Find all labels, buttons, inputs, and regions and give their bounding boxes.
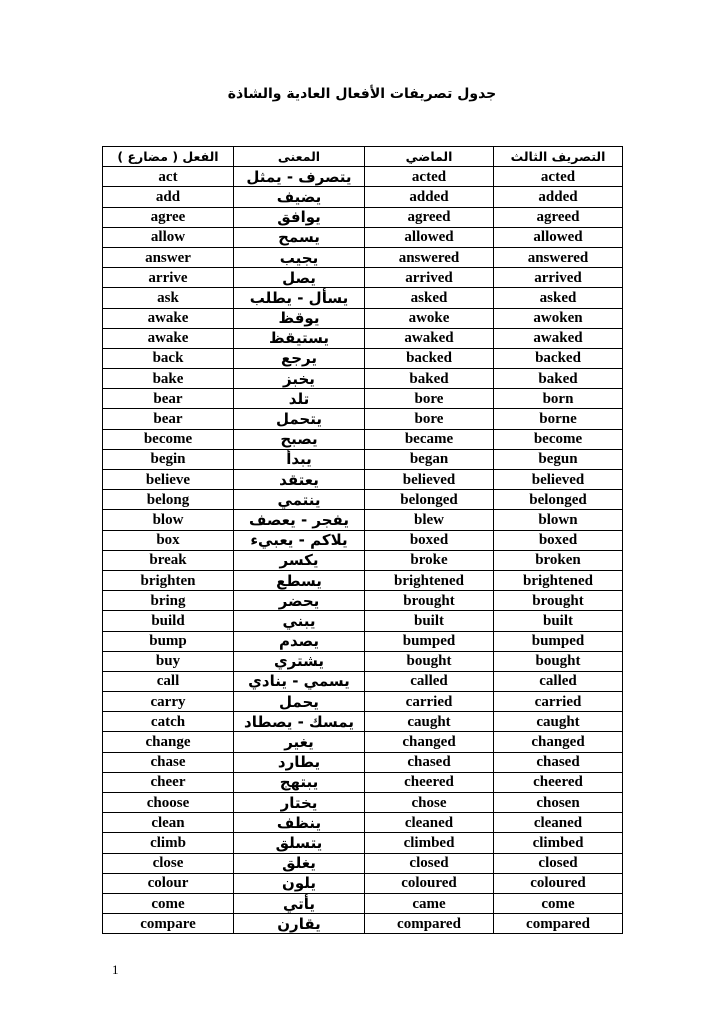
cell-meaning: يبني [234, 611, 365, 631]
cell-present: clean [103, 813, 234, 833]
cell-past-participle: believed [494, 470, 623, 490]
cell-past-participle: climbed [494, 833, 623, 853]
cell-meaning: يتحمل [234, 409, 365, 429]
cell-past-participle: awoken [494, 308, 623, 328]
cell-past: allowed [365, 227, 494, 247]
cell-past-participle: begun [494, 449, 623, 469]
table-row [103, 288, 623, 308]
cell-meaning: يتصرف - يمثل [234, 167, 365, 187]
cell-present: ask [103, 288, 234, 308]
page-title: جدول تصريفات الأفعال العادية والشاذة [227, 86, 497, 102]
cell-present: blow [103, 510, 234, 530]
cell-present: close [103, 853, 234, 873]
cell-meaning: يسمي - ينادي [234, 671, 365, 691]
cell-meaning: يمسك - يصطاد [234, 712, 365, 732]
table-row [103, 914, 623, 934]
cell-past-participle: cheered [494, 772, 623, 792]
cell-meaning: يفجر - يعصف [234, 510, 365, 530]
cell-present: bear [103, 409, 234, 429]
cell-present: bake [103, 369, 234, 389]
cell-past-participle: coloured [494, 873, 623, 893]
table-row [103, 611, 623, 631]
cell-past-participle: compared [494, 914, 623, 934]
table-row [103, 348, 623, 368]
cell-present: bear [103, 389, 234, 409]
cell-present: buy [103, 651, 234, 671]
table-row [103, 712, 623, 732]
table-row [103, 550, 623, 570]
cell-meaning: يطارد [234, 752, 365, 772]
table-row [103, 591, 623, 611]
header-past: الماضي [365, 147, 494, 167]
cell-past-participle: bumped [494, 631, 623, 651]
cell-past-participle: agreed [494, 207, 623, 227]
cell-past-participle: called [494, 671, 623, 691]
table-header-row [103, 147, 623, 167]
verb-table [102, 146, 623, 934]
table-row [103, 268, 623, 288]
cell-past: caught [365, 712, 494, 732]
table-row [103, 409, 623, 429]
page-number: 1 [112, 962, 119, 977]
table-row [103, 772, 623, 792]
table-row [103, 530, 623, 550]
cell-past: agreed [365, 207, 494, 227]
cell-meaning: يختار [234, 793, 365, 813]
cell-meaning: يصل [234, 268, 365, 288]
cell-present: catch [103, 712, 234, 732]
cell-past-participle: arrived [494, 268, 623, 288]
cell-meaning: يبدأ [234, 449, 365, 469]
table-row [103, 732, 623, 752]
cell-present: change [103, 732, 234, 752]
cell-past: asked [365, 288, 494, 308]
cell-meaning: يستيقظ [234, 328, 365, 348]
table-row [103, 167, 623, 187]
cell-present: allow [103, 227, 234, 247]
cell-present: carry [103, 692, 234, 712]
cell-present: choose [103, 793, 234, 813]
cell-past: baked [365, 369, 494, 389]
cell-past: answered [365, 247, 494, 267]
cell-meaning: يوقظ [234, 308, 365, 328]
cell-present: brighten [103, 570, 234, 590]
cell-past-participle: changed [494, 732, 623, 752]
cell-past-participle: awaked [494, 328, 623, 348]
cell-present: build [103, 611, 234, 631]
cell-past-participle: blown [494, 510, 623, 530]
header-present: الفعل ( مضارع ) [103, 147, 234, 167]
cell-meaning: يبتهج [234, 772, 365, 792]
cell-past-participle: baked [494, 369, 623, 389]
cell-past: bore [365, 409, 494, 429]
cell-past-participle: become [494, 429, 623, 449]
cell-past: began [365, 449, 494, 469]
cell-present: agree [103, 207, 234, 227]
cell-present: chase [103, 752, 234, 772]
table-row [103, 308, 623, 328]
cell-past-participle: bought [494, 651, 623, 671]
cell-meaning: يلون [234, 873, 365, 893]
cell-past-participle: closed [494, 853, 623, 873]
cell-past-participle: borne [494, 409, 623, 429]
cell-present: compare [103, 914, 234, 934]
cell-past: changed [365, 732, 494, 752]
cell-past-participle: allowed [494, 227, 623, 247]
cell-past: awaked [365, 328, 494, 348]
cell-meaning: يسطع [234, 570, 365, 590]
cell-past-participle: caught [494, 712, 623, 732]
cell-past: believed [365, 470, 494, 490]
table-row [103, 671, 623, 691]
cell-present: colour [103, 873, 234, 893]
cell-present: awake [103, 308, 234, 328]
cell-present: bring [103, 591, 234, 611]
cell-meaning: يلاكم - يعبيء [234, 530, 365, 550]
cell-past: belonged [365, 490, 494, 510]
cell-present: become [103, 429, 234, 449]
cell-past: compared [365, 914, 494, 934]
cell-past: bumped [365, 631, 494, 651]
cell-meaning: يقارن [234, 914, 365, 934]
cell-past: brightened [365, 570, 494, 590]
table-row [103, 692, 623, 712]
cell-meaning: يسمح [234, 227, 365, 247]
table-row [103, 369, 623, 389]
cell-meaning: يرجع [234, 348, 365, 368]
cell-meaning: يحضر [234, 591, 365, 611]
cell-meaning: يغير [234, 732, 365, 752]
cell-past: broke [365, 550, 494, 570]
cell-present: come [103, 893, 234, 913]
cell-meaning: يصدم [234, 631, 365, 651]
cell-meaning: يحمل [234, 692, 365, 712]
cell-meaning: يصبح [234, 429, 365, 449]
cell-present: break [103, 550, 234, 570]
cell-present: add [103, 187, 234, 207]
table-row [103, 813, 623, 833]
table-row [103, 247, 623, 267]
cell-meaning: يعتقد [234, 470, 365, 490]
cell-present: climb [103, 833, 234, 853]
cell-past: boxed [365, 530, 494, 550]
table-row [103, 570, 623, 590]
table-row [103, 873, 623, 893]
table-row [103, 227, 623, 247]
cell-past: acted [365, 167, 494, 187]
cell-past-participle: chosen [494, 793, 623, 813]
cell-past-participle: answered [494, 247, 623, 267]
cell-past: bore [365, 389, 494, 409]
cell-present: believe [103, 470, 234, 490]
cell-present: answer [103, 247, 234, 267]
cell-past: cleaned [365, 813, 494, 833]
cell-past-participle: added [494, 187, 623, 207]
table-row [103, 207, 623, 227]
table-row [103, 793, 623, 813]
table-row [103, 752, 623, 772]
verb-table-body [103, 167, 623, 934]
cell-past-participle: asked [494, 288, 623, 308]
cell-past: carried [365, 692, 494, 712]
cell-past-participle: born [494, 389, 623, 409]
cell-past: built [365, 611, 494, 631]
cell-past: coloured [365, 873, 494, 893]
cell-meaning: ينظف [234, 813, 365, 833]
cell-meaning: يأتي [234, 893, 365, 913]
cell-past: added [365, 187, 494, 207]
header-meaning: المعنى [234, 147, 365, 167]
cell-past-participle: backed [494, 348, 623, 368]
cell-present: box [103, 530, 234, 550]
cell-meaning: يغلق [234, 853, 365, 873]
cell-meaning: يسأل - يطلب [234, 288, 365, 308]
cell-past: became [365, 429, 494, 449]
cell-past-participle: built [494, 611, 623, 631]
cell-past-participle: boxed [494, 530, 623, 550]
cell-past: arrived [365, 268, 494, 288]
cell-meaning: يكسر [234, 550, 365, 570]
table-row [103, 389, 623, 409]
cell-past-participle: come [494, 893, 623, 913]
cell-present: back [103, 348, 234, 368]
cell-past-participle: carried [494, 692, 623, 712]
cell-present: act [103, 167, 234, 187]
cell-past: brought [365, 591, 494, 611]
cell-past-participle: cleaned [494, 813, 623, 833]
cell-past: chased [365, 752, 494, 772]
cell-meaning: يجيب [234, 247, 365, 267]
table-row [103, 631, 623, 651]
cell-past: called [365, 671, 494, 691]
table-row [103, 449, 623, 469]
cell-present: call [103, 671, 234, 691]
cell-meaning: يوافق [234, 207, 365, 227]
header-past-participle: التصريف الثالث [494, 147, 623, 167]
cell-meaning: تلد [234, 389, 365, 409]
cell-past-participle: belonged [494, 490, 623, 510]
cell-meaning: يتسلق [234, 833, 365, 853]
cell-past-participle: brought [494, 591, 623, 611]
table-row [103, 853, 623, 873]
cell-past: chose [365, 793, 494, 813]
cell-present: cheer [103, 772, 234, 792]
cell-present: awake [103, 328, 234, 348]
cell-past-participle: chased [494, 752, 623, 772]
cell-past-participle: broken [494, 550, 623, 570]
table-row [103, 490, 623, 510]
cell-past: bought [365, 651, 494, 671]
cell-present: arrive [103, 268, 234, 288]
cell-meaning: يشتري [234, 651, 365, 671]
table-row [103, 510, 623, 530]
table-row [103, 833, 623, 853]
cell-past: cheered [365, 772, 494, 792]
table-row [103, 470, 623, 490]
cell-past: climbed [365, 833, 494, 853]
cell-meaning: يخبز [234, 369, 365, 389]
table-row [103, 328, 623, 348]
cell-past-participle: acted [494, 167, 623, 187]
table-row [103, 187, 623, 207]
cell-past: backed [365, 348, 494, 368]
cell-past: awoke [365, 308, 494, 328]
cell-past: blew [365, 510, 494, 530]
cell-present: begin [103, 449, 234, 469]
table-row [103, 893, 623, 913]
cell-present: belong [103, 490, 234, 510]
cell-meaning: ينتمي [234, 490, 365, 510]
cell-past-participle: brightened [494, 570, 623, 590]
cell-present: bump [103, 631, 234, 651]
cell-meaning: يضيف [234, 187, 365, 207]
cell-past: closed [365, 853, 494, 873]
table-row [103, 651, 623, 671]
cell-past: came [365, 893, 494, 913]
table-row [103, 429, 623, 449]
